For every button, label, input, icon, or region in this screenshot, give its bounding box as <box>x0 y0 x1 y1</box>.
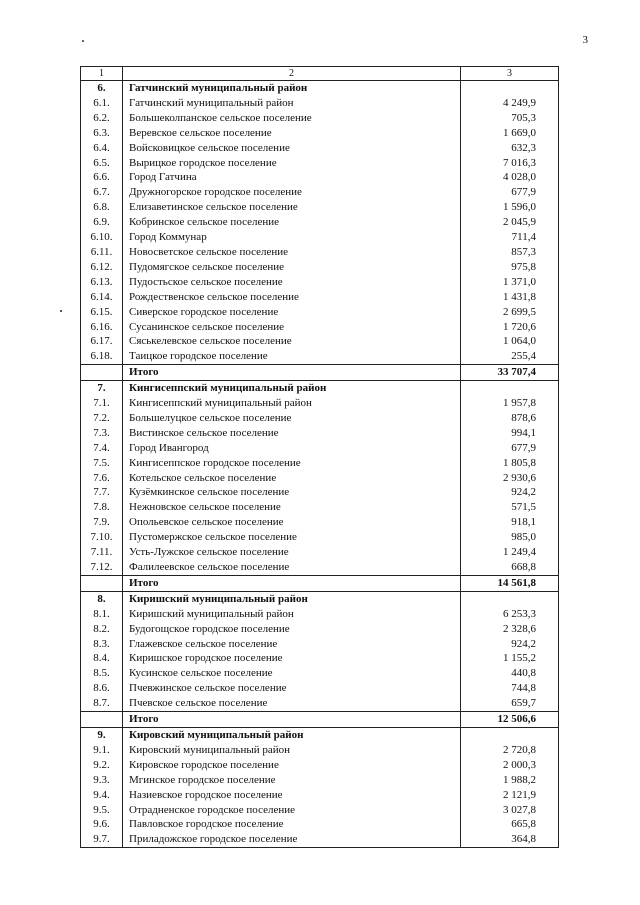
row-name: Павловское городское поселение <box>123 817 461 832</box>
table-row <box>81 758 559 773</box>
table-row <box>81 426 559 441</box>
row-value: 364,8 <box>461 832 559 847</box>
row-name: Будогощское городское поселение <box>123 622 461 637</box>
row-number: 9.7. <box>81 832 123 847</box>
row-number: 7.9. <box>81 515 123 530</box>
row-value: 1 064,0 <box>461 334 559 349</box>
section-value-empty <box>461 381 559 396</box>
table-row <box>81 290 559 305</box>
table-row <box>81 260 559 275</box>
table-row <box>81 156 559 171</box>
row-number: 6.18. <box>81 349 123 364</box>
row-name: Дружногорское городское поселение <box>123 185 461 200</box>
total-value: 14 561,8 <box>461 575 559 591</box>
row-value: 632,3 <box>461 141 559 156</box>
row-name: Приладожское городское поселение <box>123 832 461 847</box>
row-number: 6.9. <box>81 215 123 230</box>
row-name: Вырицкое городское поселение <box>123 156 461 171</box>
row-value: 665,8 <box>461 817 559 832</box>
row-name: Киришское городское поселение <box>123 651 461 666</box>
table-row <box>81 788 559 803</box>
row-value: 677,9 <box>461 185 559 200</box>
row-name: Пудостьское сельское поселение <box>123 275 461 290</box>
row-name: Город Ивангород <box>123 441 461 456</box>
row-number: 7.7. <box>81 485 123 500</box>
total-number-empty <box>81 365 123 381</box>
table-row <box>81 681 559 696</box>
row-value: 2 045,9 <box>461 215 559 230</box>
row-value: 571,5 <box>461 500 559 515</box>
section-header-row <box>81 591 559 606</box>
row-value: 1 957,8 <box>461 396 559 411</box>
table-row <box>81 651 559 666</box>
row-name: Пудомягское сельское поселение <box>123 260 461 275</box>
row-number: 7.6. <box>81 471 123 486</box>
row-number: 6.1. <box>81 96 123 111</box>
table-row <box>81 803 559 818</box>
row-value: 1 988,2 <box>461 773 559 788</box>
row-name: Город Гатчина <box>123 170 461 185</box>
row-value: 918,1 <box>461 515 559 530</box>
column-header-2: 2 <box>123 67 461 81</box>
section-number: 7. <box>81 381 123 396</box>
row-value: 2 699,5 <box>461 305 559 320</box>
total-row <box>81 365 559 381</box>
row-value: 659,7 <box>461 696 559 711</box>
row-number: 7.4. <box>81 441 123 456</box>
table-row <box>81 334 559 349</box>
row-number: 7.10. <box>81 530 123 545</box>
row-number: 7.3. <box>81 426 123 441</box>
row-number: 8.7. <box>81 696 123 711</box>
row-value: 255,4 <box>461 349 559 364</box>
row-name: Назиевское городское поселение <box>123 788 461 803</box>
table-row <box>81 637 559 652</box>
table-row <box>81 320 559 335</box>
row-number: 9.5. <box>81 803 123 818</box>
row-value: 705,3 <box>461 111 559 126</box>
row-name: Пустомержское сельское поселение <box>123 530 461 545</box>
table-row <box>81 396 559 411</box>
row-value: 1 596,0 <box>461 200 559 215</box>
row-value: 2 720,8 <box>461 743 559 758</box>
row-value: 440,8 <box>461 666 559 681</box>
total-label: Итого <box>123 575 461 591</box>
row-number: 8.5. <box>81 666 123 681</box>
table-row <box>81 530 559 545</box>
table-row <box>81 411 559 426</box>
row-name: Войсковицкое сельское поселение <box>123 141 461 156</box>
table-row <box>81 773 559 788</box>
row-value: 924,2 <box>461 485 559 500</box>
row-number: 8.3. <box>81 637 123 652</box>
row-number: 6.8. <box>81 200 123 215</box>
row-value: 878,6 <box>461 411 559 426</box>
row-number: 7.11. <box>81 545 123 560</box>
row-name: Пчевжинское сельское поселение <box>123 681 461 696</box>
table-row <box>81 832 559 847</box>
section-header-row <box>81 81 559 96</box>
table-row <box>81 215 559 230</box>
row-value: 2 000,3 <box>461 758 559 773</box>
row-name: Кингисеппское городское поселение <box>123 456 461 471</box>
table-header-row <box>81 67 559 81</box>
row-number: 8.4. <box>81 651 123 666</box>
row-number: 6.2. <box>81 111 123 126</box>
row-value: 6 253,3 <box>461 607 559 622</box>
row-value: 1 805,8 <box>461 456 559 471</box>
row-value: 1 371,0 <box>461 275 559 290</box>
total-label: Итого <box>123 712 461 728</box>
section-header-row <box>81 727 559 742</box>
total-number-empty <box>81 575 123 591</box>
row-value: 1 669,0 <box>461 126 559 141</box>
row-value: 2 930,6 <box>461 471 559 486</box>
table-row <box>81 441 559 456</box>
row-name: Нежновское сельское поселение <box>123 500 461 515</box>
row-value: 1 155,2 <box>461 651 559 666</box>
row-value: 1 249,4 <box>461 545 559 560</box>
row-name: Сиверское городское поселение <box>123 305 461 320</box>
row-number: 6.3. <box>81 126 123 141</box>
total-row <box>81 712 559 728</box>
row-value: 3 027,8 <box>461 803 559 818</box>
row-number: 8.1. <box>81 607 123 622</box>
row-number: 7.12. <box>81 560 123 575</box>
table-row <box>81 696 559 711</box>
row-name: Елизаветинское сельское поселение <box>123 200 461 215</box>
table-row <box>81 500 559 515</box>
table-row <box>81 305 559 320</box>
row-number: 8.2. <box>81 622 123 637</box>
table-row <box>81 817 559 832</box>
table-row <box>81 170 559 185</box>
scan-speck <box>82 40 84 42</box>
table-row <box>81 141 559 156</box>
table-row <box>81 471 559 486</box>
row-number: 9.1. <box>81 743 123 758</box>
table-row <box>81 349 559 364</box>
row-name: Сяськелевское сельское поселение <box>123 334 461 349</box>
row-value: 677,9 <box>461 441 559 456</box>
row-name: Глажевское сельское поселение <box>123 637 461 652</box>
row-number: 6.7. <box>81 185 123 200</box>
row-name: Вистинское сельское поселение <box>123 426 461 441</box>
row-name: Город Коммунар <box>123 230 461 245</box>
section-title: Кировский муниципальный район <box>123 727 461 742</box>
row-number: 6.11. <box>81 245 123 260</box>
row-name: Гатчинский муниципальный район <box>123 96 461 111</box>
row-value: 668,8 <box>461 560 559 575</box>
row-number: 6.4. <box>81 141 123 156</box>
row-name: Усть-Лужское сельское поселение <box>123 545 461 560</box>
table-row <box>81 245 559 260</box>
row-value: 7 016,3 <box>461 156 559 171</box>
row-value: 857,3 <box>461 245 559 260</box>
row-name: Опольевское сельское поселение <box>123 515 461 530</box>
row-name: Отрадненское городское поселение <box>123 803 461 818</box>
budget-table <box>80 66 559 848</box>
row-name: Мгинское городское поселение <box>123 773 461 788</box>
row-number: 6.16. <box>81 320 123 335</box>
row-value: 4 249,9 <box>461 96 559 111</box>
row-value: 2 328,6 <box>461 622 559 637</box>
section-title: Кингисеппский муниципальный район <box>123 381 461 396</box>
section-number: 6. <box>81 81 123 96</box>
row-number: 6.15. <box>81 305 123 320</box>
total-row <box>81 575 559 591</box>
table-row <box>81 743 559 758</box>
row-number: 6.6. <box>81 170 123 185</box>
section-value-empty <box>461 81 559 96</box>
section-value-empty <box>461 727 559 742</box>
row-number: 9.2. <box>81 758 123 773</box>
table-row <box>81 545 559 560</box>
table-row <box>81 96 559 111</box>
table-row <box>81 185 559 200</box>
section-title: Киришский муниципальный район <box>123 591 461 606</box>
row-value: 1 431,8 <box>461 290 559 305</box>
table-row <box>81 560 559 575</box>
row-number: 6.13. <box>81 275 123 290</box>
row-number: 6.17. <box>81 334 123 349</box>
row-name: Большеколпанское сельское поселение <box>123 111 461 126</box>
row-value: 711,4 <box>461 230 559 245</box>
row-number: 7.2. <box>81 411 123 426</box>
row-value: 985,0 <box>461 530 559 545</box>
row-name: Фалилеевское сельское поселение <box>123 560 461 575</box>
total-value: 33 707,4 <box>461 365 559 381</box>
page-number: 3 <box>582 34 588 46</box>
table-row <box>81 666 559 681</box>
row-name: Киришский муниципальный район <box>123 607 461 622</box>
row-number: 6.5. <box>81 156 123 171</box>
row-number: 7.5. <box>81 456 123 471</box>
column-header-1: 1 <box>81 67 123 81</box>
table-row <box>81 456 559 471</box>
row-name: Кусинское сельское поселение <box>123 666 461 681</box>
row-name: Кобринское сельское поселение <box>123 215 461 230</box>
section-value-empty <box>461 591 559 606</box>
table-row <box>81 515 559 530</box>
row-number: 6.12. <box>81 260 123 275</box>
table-row <box>81 200 559 215</box>
section-number: 8. <box>81 591 123 606</box>
row-name: Кировское городское поселение <box>123 758 461 773</box>
row-value: 975,8 <box>461 260 559 275</box>
row-name: Таицкое городское поселение <box>123 349 461 364</box>
row-name: Сусанинское сельское поселение <box>123 320 461 335</box>
row-name: Пчевское сельское поселение <box>123 696 461 711</box>
scan-speck <box>60 310 62 312</box>
row-value: 924,2 <box>461 637 559 652</box>
row-value: 2 121,9 <box>461 788 559 803</box>
row-number: 8.6. <box>81 681 123 696</box>
row-value: 1 720,6 <box>461 320 559 335</box>
row-name: Большелуцкое сельское поселение <box>123 411 461 426</box>
row-number: 9.3. <box>81 773 123 788</box>
total-number-empty <box>81 712 123 728</box>
row-number: 9.4. <box>81 788 123 803</box>
total-value: 12 506,6 <box>461 712 559 728</box>
row-name: Рождественское сельское поселение <box>123 290 461 305</box>
table-row <box>81 275 559 290</box>
row-number: 6.10. <box>81 230 123 245</box>
row-name: Котельское сельское поселение <box>123 471 461 486</box>
total-label: Итого <box>123 365 461 381</box>
section-number: 9. <box>81 727 123 742</box>
row-name: Кингисеппский муниципальный район <box>123 396 461 411</box>
column-header-3: 3 <box>461 67 559 81</box>
row-name: Кировский муниципальный район <box>123 743 461 758</box>
row-number: 7.1. <box>81 396 123 411</box>
table-row <box>81 126 559 141</box>
table-body <box>81 67 559 848</box>
row-value: 994,1 <box>461 426 559 441</box>
section-header-row <box>81 381 559 396</box>
row-name: Новосветское сельское поселение <box>123 245 461 260</box>
table-row <box>81 485 559 500</box>
table-row <box>81 622 559 637</box>
row-number: 9.6. <box>81 817 123 832</box>
table-row <box>81 607 559 622</box>
row-number: 6.14. <box>81 290 123 305</box>
row-name: Кузёмкинское сельское поселение <box>123 485 461 500</box>
row-name: Веревское сельское поселение <box>123 126 461 141</box>
row-value: 4 028,0 <box>461 170 559 185</box>
row-number: 7.8. <box>81 500 123 515</box>
table-row <box>81 230 559 245</box>
row-value: 744,8 <box>461 681 559 696</box>
section-title: Гатчинский муниципальный район <box>123 81 461 96</box>
table-row <box>81 111 559 126</box>
